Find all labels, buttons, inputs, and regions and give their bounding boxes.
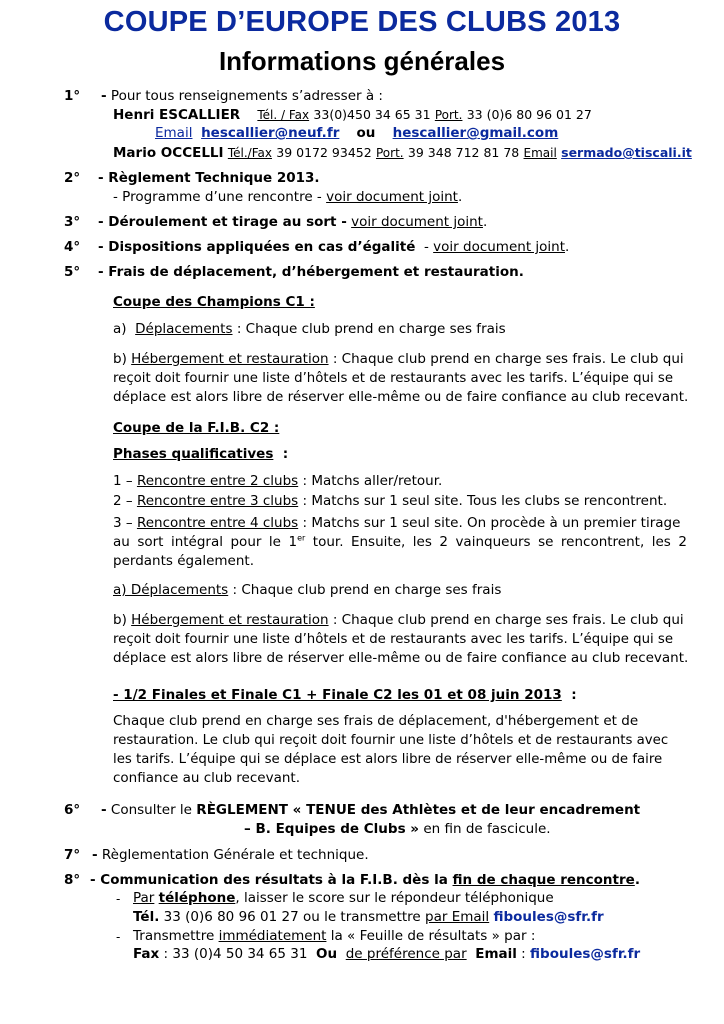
contact-mario-name: Mario OCCELLI <box>113 145 224 161</box>
c1-b-term: Hébergement et restauration <box>131 351 329 367</box>
section-5-title: - Frais de déplacement, d’hébergement et restauration. <box>98 264 524 280</box>
c1-hebergement-line-3: déplace est alors libre de réserver elle-même ou de faire confiance au club recevant. <box>113 389 689 405</box>
contact-henri-email-label: Email <box>155 125 193 141</box>
contact-henri-name: Henri ESCALLIER <box>113 107 241 123</box>
c2-b-term: Hébergement et restauration <box>131 612 329 628</box>
contact-mario-phone: 39 0172 93452 <box>276 145 372 160</box>
c2-hebergement-line-2: reçoit doit fournir une liste d’hôtels et de restaurants avec les tarifs. L’équipe qui se <box>113 632 674 647</box>
rencontre-4-clubs-line-1 <box>113 515 680 532</box>
section-8-title-end: . <box>634 872 640 888</box>
rencontre-3-clubs <box>113 493 667 510</box>
section-5-number: 5° <box>64 264 81 280</box>
c2-a-text: : Chaque club prend en charge ses frais <box>232 582 502 598</box>
section-4-sep: - <box>423 239 429 255</box>
fax-instruction-line-2 <box>133 946 640 963</box>
contact-henri-port: 33 (0)6 80 96 01 27 <box>466 107 592 122</box>
rencontre-4-clubs-line-2 <box>113 534 687 551</box>
fax-instruction-line-1 <box>133 928 535 945</box>
r2-text: : Matchs sur 1 seul site. Tous les clubs se rencontrent. <box>302 493 668 509</box>
contact-mario-port: 39 348 712 81 78 <box>407 145 520 160</box>
section-6-line-2 <box>244 821 551 838</box>
p2-email-label: Email <box>475 946 517 962</box>
p2-text1: Transmettre <box>133 928 215 944</box>
p2-text2: la « Feuille de résultats » par : <box>330 928 536 944</box>
c2-b-text1: : Chaque club prend en charge ses frais. Le club qui <box>332 612 684 628</box>
phases-heading: Phases qualificatives <box>113 446 274 462</box>
finals-colon: : <box>571 687 577 703</box>
p2-preference: de préférence par <box>345 946 467 962</box>
p1-tel-num: 33 (0)6 80 96 01 27 ou le transmettre <box>163 909 421 925</box>
r3-text2b: tour. Ensuite, les 2 vainqueurs se rencontrent, les 2 <box>305 534 687 550</box>
r3-text2a: au sort intégral pour le 1 <box>113 534 298 550</box>
section-8-bullet-2: - <box>116 930 121 944</box>
email-link-hescallier-neuf[interactable]: hescallier@neuf.fr <box>201 125 340 141</box>
p1-par: Par <box>133 890 155 906</box>
r3-sup: er <box>297 533 306 543</box>
section-2-document-link[interactable]: voir document joint <box>326 189 458 205</box>
c2-b-prefix: b) <box>113 612 127 628</box>
section-6-title: RÈGLEMENT « TENUE des Athlètes et de leur encadrement <box>196 802 641 818</box>
section-2-line <box>113 189 462 206</box>
finals-text-line-3: les tarifs. L’équipe qui se déplace est alors libre de réserver elle-même ou de faire <box>113 752 663 767</box>
section-6-dash: - <box>101 802 107 818</box>
phases-heading-line <box>113 446 288 463</box>
section-7-line <box>92 847 369 864</box>
p1-telephone: téléphone <box>158 890 236 906</box>
section-7-dash: - <box>92 847 98 863</box>
contact-mario-port-label: Port. <box>376 146 404 160</box>
page-title: COUPE D’EUROPE DES CLUBS 2013 <box>103 6 621 38</box>
section-3-number: 3° <box>64 214 81 230</box>
c1-a-term: Déplacements <box>135 321 233 337</box>
p2-fax: : 33 (0)4 50 34 65 31 <box>163 946 308 962</box>
contact-henri-ou: ou <box>356 125 376 141</box>
page-subtitle: Informations générales <box>218 46 506 76</box>
c1-b-text1: : Chaque club prend en charge ses frais. Le club qui <box>332 351 684 367</box>
rencontre-2-clubs <box>113 473 442 490</box>
c1-a-text: : Chaque club prend en charge ses frais <box>236 321 506 337</box>
section-4-title: - Dispositions appliquées en cas d’égalité <box>98 239 416 255</box>
contact-henri-emails <box>155 125 558 142</box>
section-2-number: 2° <box>64 170 81 186</box>
section-6-line2-text: en fin de fascicule. <box>423 821 551 837</box>
c2-deplacements <box>113 582 501 599</box>
p1-par-email: par Email <box>425 909 490 925</box>
c2-hebergement-line-3: déplace est alors libre de réserver elle-même ou de faire confiance au club recevant. <box>113 650 689 666</box>
p2-colon: : <box>521 946 526 962</box>
finals-text-line-2: restauration. Le club qui reçoit doit fournir une liste d’hôtels et de restaurants avec <box>113 733 669 748</box>
section-4-document-link[interactable]: voir document joint <box>433 239 566 255</box>
section-2-line-prefix: - Programme d’une rencontre - <box>113 189 322 205</box>
section-4-line <box>98 239 569 256</box>
contact-mario-tel-label: Tél./Fax <box>227 146 272 160</box>
section-7-text: Règlementation Générale et technique. <box>101 847 369 863</box>
finals-text-line-4: confiance au club recevant. <box>113 770 300 786</box>
phone-instruction-line-2 <box>133 909 604 926</box>
email-link-fiboules-2[interactable]: fiboules@sfr.fr <box>530 946 641 962</box>
c1-heading: Coupe des Champions C1 : <box>113 294 315 310</box>
finals-text-line-1: Chaque club prend en charge ses frais de déplacement, d'hébergement et de <box>113 713 639 729</box>
section-1-text: Pour tous renseignements s’adresser à : <box>110 88 383 104</box>
finals-heading-line <box>113 687 577 704</box>
section-8-title-line <box>90 872 640 889</box>
contact-henri-phones <box>113 106 592 124</box>
r3-text1: : Matchs sur 1 seul site. On procède à un premier tirage <box>302 515 681 531</box>
section-6-line-1 <box>101 802 640 819</box>
section-3-end: . <box>482 214 488 230</box>
section-1-number: 1° <box>64 88 81 104</box>
p2-immediatement: immédiatement <box>218 928 327 944</box>
c2-a-term: Déplacements <box>126 582 229 598</box>
phone-instruction-line-1 <box>133 890 554 907</box>
phases-colon: : <box>282 446 289 462</box>
c1-a-prefix: a) <box>113 321 127 337</box>
c1-deplacements <box>113 321 506 338</box>
email-link-sermado[interactable]: sermado@tiscali.it <box>561 145 692 160</box>
r3-prefix: 3 – <box>113 515 133 531</box>
finals-heading: - 1/2 Finales et Finale C1 + Finale C2 les 01 et 08 juin 2013 <box>113 687 562 703</box>
contact-henri-port-label: Port. <box>434 108 463 122</box>
contact-henri-tel-label: Tél. / Fax <box>257 108 310 122</box>
email-link-fiboules-1[interactable]: fiboules@sfr.fr <box>493 909 604 925</box>
r1-prefix: 1 – <box>113 473 133 489</box>
email-link-hescallier-gmail[interactable]: hescallier@gmail.com <box>392 125 559 141</box>
section-6-prefix: Consulter le <box>110 802 192 818</box>
p1-text: , laisser le score sur le répondeur téléphonique <box>235 890 554 906</box>
p1-tel-label: Tél. <box>133 909 160 925</box>
contact-mario-email-label: Email <box>523 146 557 160</box>
c2-hebergement-line-1 <box>113 612 684 629</box>
c2-a-prefix: a) <box>113 582 127 598</box>
section-4-end: . <box>565 239 570 255</box>
r3-term: Rencontre entre 4 clubs <box>136 515 299 531</box>
p2-fax-label: Fax <box>133 946 160 962</box>
section-4-number: 4° <box>64 239 81 255</box>
section-1-dash: - <box>101 88 107 104</box>
section-3-title: - Déroulement et tirage au sort - <box>98 214 347 230</box>
section-7-number: 7° <box>64 847 81 863</box>
r2-term: Rencontre entre 3 clubs <box>136 493 299 509</box>
section-2-title: - Règlement Technique 2013. <box>98 170 320 186</box>
section-8-title: - Communication des résultats à la F.I.B. dès la <box>90 872 448 888</box>
section-1-intro <box>101 88 383 105</box>
section-8-bullet-1: - <box>116 892 121 906</box>
section-3-line <box>98 214 487 231</box>
section-8-title-underlined: fin de chaque rencontre <box>452 872 635 888</box>
section-6-number: 6° <box>64 802 81 818</box>
c1-hebergement-line-1 <box>113 351 684 368</box>
rencontre-4-clubs-line-3: perdants également. <box>113 553 255 569</box>
r1-text: : Matchs aller/retour. <box>302 473 443 489</box>
r1-term: Rencontre entre 2 clubs <box>136 473 299 489</box>
section-8-number: 8° <box>64 872 81 888</box>
c1-b-prefix: b) <box>113 351 127 367</box>
contact-mario <box>113 144 692 162</box>
section-6-line2-bold: – B. Equipes de Clubs » <box>244 821 420 837</box>
section-3-document-link[interactable]: voir document joint <box>351 214 483 230</box>
section-2-end: . <box>457 189 463 205</box>
c1-hebergement-line-2: reçoit doit fournir une liste d’hôtels et de restaurants avec les tarifs. L’équipe qui se <box>113 371 674 386</box>
contact-henri-phone: 33(0)450 34 65 31 <box>313 107 431 122</box>
r2-prefix: 2 – <box>113 493 133 509</box>
p2-ou: Ou <box>316 946 338 962</box>
c2-heading: Coupe de la F.I.B. C2 : <box>113 420 280 436</box>
